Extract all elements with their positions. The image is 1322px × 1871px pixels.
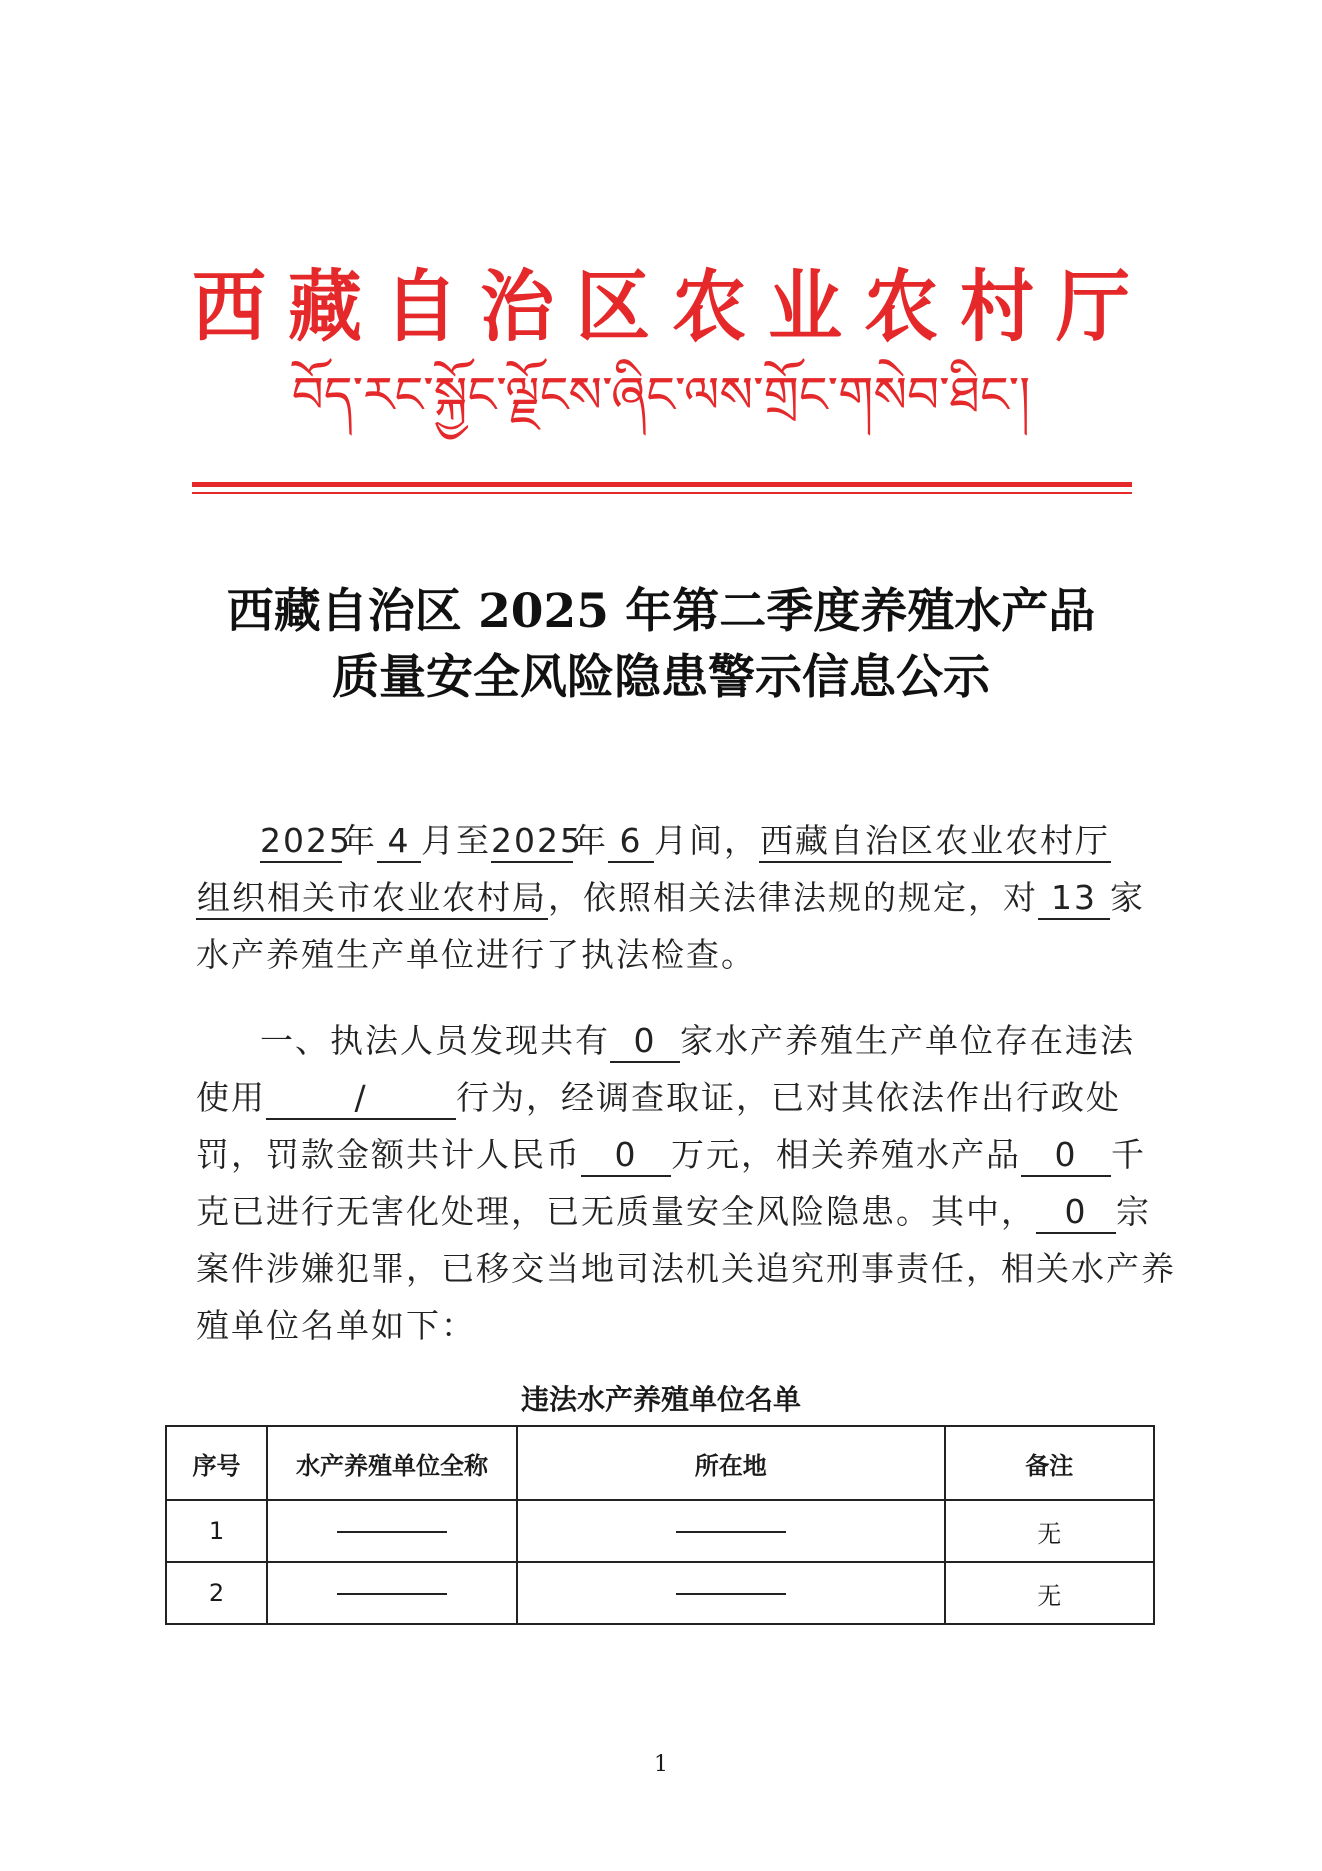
intro-line-1 (196, 812, 1148, 869)
location-empty (517, 1562, 945, 1624)
section-1-paragraph (196, 1012, 1176, 1354)
text: 一、执法人员发现共有 (260, 1021, 610, 1060)
criminal-case-count: 0 (1036, 1192, 1116, 1234)
text: 月至 (421, 821, 491, 860)
intro-line-2 (196, 869, 1148, 926)
location-empty (517, 1500, 945, 1562)
col-header-location: 所在地 (517, 1426, 945, 1500)
col-header-remark: 备注 (945, 1426, 1154, 1500)
table-caption: 违法水产养殖单位名单 (520, 1383, 801, 1416)
inspected-unit-count: 13 (1038, 878, 1110, 920)
text: 使用 (196, 1078, 266, 1117)
illegal-substance: / (266, 1078, 456, 1120)
row-number: 1 (166, 1500, 267, 1562)
col-header-no: 序号 (166, 1426, 267, 1500)
fine-amount: 0 (581, 1135, 671, 1177)
table-header-row (166, 1426, 1154, 1500)
letterhead-rule-thin (192, 492, 1132, 494)
unit-name-empty (267, 1562, 517, 1624)
s1-line-2 (196, 1069, 1148, 1126)
letterhead-org-name-tibetan: བོད་རང་སྐྱོང་ལྗོངས་ཞིང་ལས་གྲོང་གསེབ་ཐིང་། (291, 366, 1031, 424)
start-month: 4 (377, 821, 421, 863)
end-month: 6 (608, 821, 654, 863)
s1-line-4 (196, 1183, 1151, 1240)
s1-line-6: 殖单位名单如下： (196, 1306, 476, 1345)
table-row (166, 1500, 1154, 1562)
violating-units-table (165, 1425, 1155, 1625)
letterhead-org-name-chinese: 西藏自治区农业农村厅 (192, 262, 1152, 353)
text: 家水产养殖生产单位存在违法 (680, 1021, 1135, 1060)
col-header-unit-name: 水产养殖单位全称 (267, 1426, 517, 1500)
organizer-detail: 组织相关市农业农村局 (196, 878, 548, 920)
text: 宗 (1116, 1192, 1151, 1231)
table-row (166, 1562, 1154, 1624)
s1-line-5: 案件涉嫌犯罪，已移交当地司法机关追究刑事责任，相关水产养 (196, 1249, 1176, 1288)
text: 年 (342, 821, 377, 860)
row-number: 2 (166, 1562, 267, 1624)
text: 年 (573, 821, 608, 860)
intro-line-3: 水产养殖生产单位进行了执法检查。 (196, 935, 756, 974)
document-title-line2: 质量安全风险隐患警示信息公示 (332, 650, 990, 705)
violating-unit-count: 0 (610, 1021, 680, 1063)
end-year: 2025 (491, 821, 573, 863)
text: 克已进行无害化处理，已无质量安全风险隐患。其中， (196, 1192, 1036, 1231)
text: 家 (1110, 878, 1145, 917)
remark: 无 (945, 1500, 1154, 1562)
text: 万元，相关养殖水产品 (671, 1135, 1021, 1174)
text: 月间， (654, 821, 759, 860)
text: 行为，经调查取证，已对其依法作出行政处 (456, 1078, 1121, 1117)
organizer: 西藏自治区农业农村厅 (759, 821, 1111, 863)
text: 罚，罚款金额共计人民币 (196, 1135, 581, 1174)
start-year: 2025 (260, 821, 342, 863)
text: ，依照相关法律法规的规定，对 (548, 878, 1038, 917)
letterhead-rule-thick (192, 482, 1132, 487)
s1-line-3 (196, 1126, 1148, 1183)
product-weight: 0 (1021, 1135, 1111, 1177)
text: 千 (1111, 1135, 1146, 1174)
unit-name-empty (267, 1500, 517, 1562)
s1-line-1 (196, 1012, 1148, 1069)
remark: 无 (945, 1562, 1154, 1624)
page-number: 1 (654, 1752, 668, 1777)
intro-paragraph (196, 812, 1148, 983)
document-title-line1: 西藏自治区 2025 年第二季度养殖水产品 (226, 584, 1096, 639)
